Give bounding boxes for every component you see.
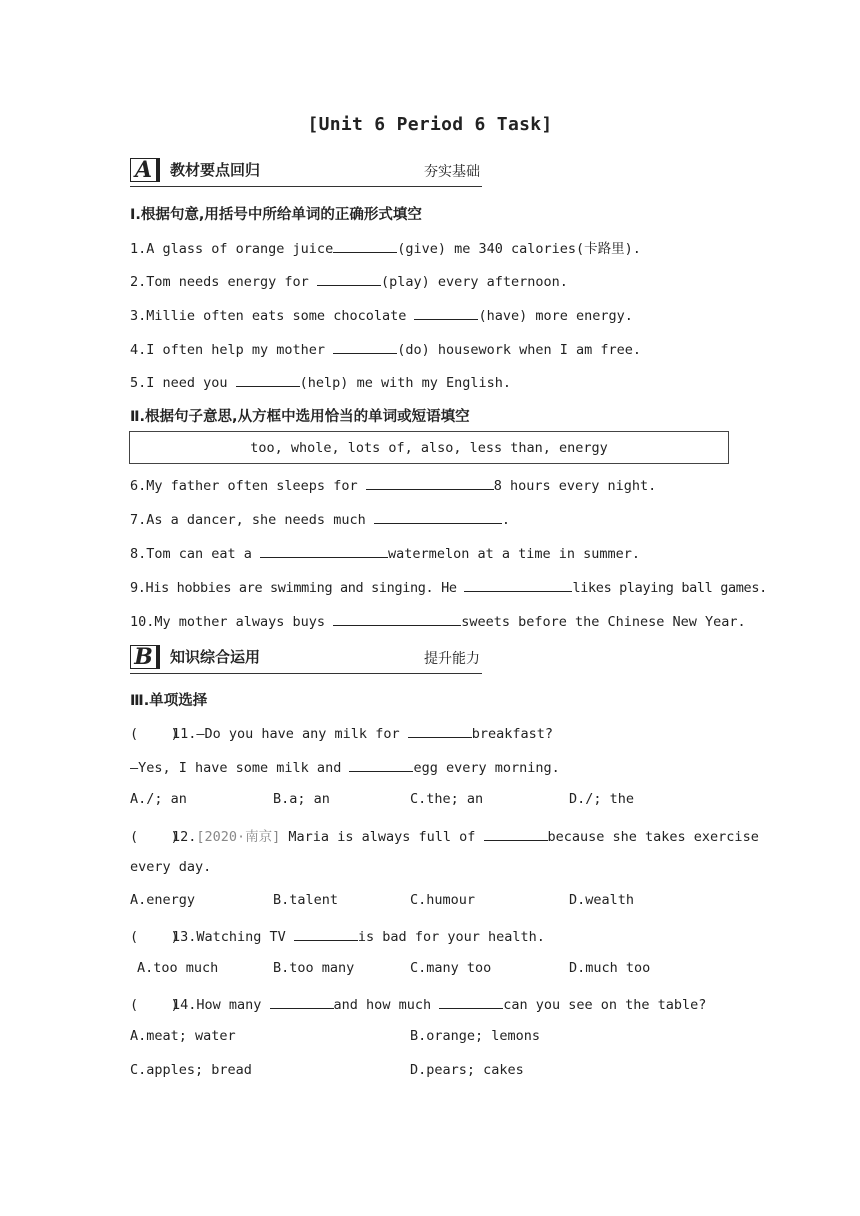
question-8	[130, 543, 640, 562]
answer-blank[interactable]	[333, 238, 397, 253]
part1-heading: Ⅰ.根据句意,用括号中所给单词的正确形式填空	[130, 207, 422, 223]
answer-paren[interactable]: ( )	[130, 829, 179, 845]
option-c[interactable]: C.apples; bread	[130, 1062, 252, 1078]
question-text: (do) housework when I am free.	[397, 342, 642, 358]
question-number: 12.	[172, 829, 197, 845]
question-3	[130, 305, 633, 324]
option-a[interactable]: A./; an	[130, 791, 187, 807]
option-a[interactable]: A.energy	[130, 892, 196, 908]
answer-blank[interactable]	[294, 926, 358, 941]
question-text: 6.My father often sleeps for	[130, 478, 366, 494]
question-text: 8 hours every night.	[493, 478, 657, 494]
question-text: 1.A glass of orange juice	[130, 241, 334, 257]
answer-blank[interactable]	[236, 372, 300, 387]
question-text: because she takes exercise	[547, 829, 759, 845]
question-11-line2	[130, 757, 560, 776]
question-13	[130, 926, 545, 945]
question-text: sweets before the Chinese New Year.	[461, 614, 746, 630]
question-text: breakfast?	[471, 726, 553, 742]
answer-blank[interactable]	[317, 271, 381, 286]
question-text: (play) every afternoon.	[380, 274, 568, 290]
question-14	[130, 994, 706, 1013]
part2-heading: Ⅱ.根据句子意思,从方框中选用恰当的单词或短语填空	[130, 409, 470, 425]
question-text: —Yes, I have some milk and	[130, 760, 350, 776]
question-text: (help) me with my English.	[299, 375, 511, 391]
question-12	[130, 825, 759, 845]
question-text: 4.I often help my mother	[130, 342, 334, 358]
question-9	[130, 577, 767, 596]
option-a[interactable]: A.too much	[137, 960, 219, 976]
option-c[interactable]: C.many too	[410, 960, 492, 976]
option-d[interactable]: D./; the	[569, 791, 635, 807]
option-a[interactable]: A.meat; water	[130, 1028, 236, 1044]
question-text: is bad for your health.	[357, 929, 545, 945]
option-d[interactable]: D.much too	[569, 960, 651, 976]
section-b-tag: 提升能力	[424, 651, 480, 667]
question-source: [2020·南京]	[196, 829, 281, 845]
question-text: 14.How many	[172, 997, 270, 1013]
answer-blank[interactable]	[366, 475, 494, 490]
section-a-name: 教材要点回归	[170, 161, 261, 179]
question-text: watermelon at a time in summer.	[388, 546, 641, 562]
answer-paren[interactable]: ( )	[130, 929, 179, 945]
option-c[interactable]: C.the; an	[410, 791, 484, 807]
question-text: and how much	[333, 997, 440, 1013]
answer-blank[interactable]	[374, 509, 502, 524]
answer-blank[interactable]	[414, 305, 478, 320]
answer-blank[interactable]	[408, 723, 472, 738]
word-box	[129, 431, 729, 464]
question-10	[130, 611, 746, 630]
answer-blank[interactable]	[333, 339, 397, 354]
question-text: (give) me 340 calories(卡路里).	[397, 241, 641, 257]
question-text: Maria is always full of	[280, 829, 484, 845]
question-text: 8.Tom can eat a	[130, 546, 261, 562]
answer-blank[interactable]	[333, 611, 461, 626]
answer-blank[interactable]	[270, 994, 334, 1009]
answer-blank[interactable]	[439, 994, 503, 1009]
question-text: can you see on the table?	[503, 997, 707, 1013]
question-text: 13.Watching TV	[172, 929, 294, 945]
question-text: 5.I need you	[130, 375, 236, 391]
section-b-header	[130, 643, 482, 674]
answer-blank[interactable]	[464, 577, 572, 592]
question-4	[130, 339, 641, 358]
question-6	[130, 475, 656, 494]
question-text: 2.Tom needs energy for	[130, 274, 317, 290]
question-12-line2: every day.	[130, 859, 212, 875]
part3-heading: Ⅲ.单项选择	[130, 693, 208, 709]
question-5	[130, 372, 511, 391]
question-text: likes playing ball games.	[572, 580, 767, 596]
question-text: 7.As a dancer, she needs much	[130, 512, 374, 528]
section-b-name: 知识综合运用	[170, 648, 261, 666]
word-box-text: too, whole, lots of, also, less than, energy	[250, 440, 608, 456]
answer-blank[interactable]	[349, 757, 413, 772]
question-text: egg every morning.	[413, 760, 560, 776]
question-1	[130, 237, 641, 257]
option-b[interactable]: B.too many	[273, 960, 355, 976]
section-a-badge: A	[130, 158, 160, 182]
answer-blank[interactable]	[484, 826, 548, 841]
option-b[interactable]: B.a; an	[273, 791, 330, 807]
question-7	[130, 509, 510, 528]
answer-blank[interactable]	[260, 543, 388, 558]
section-a-header	[130, 156, 482, 187]
answer-paren[interactable]: ( )	[130, 726, 179, 742]
question-text: 3.Millie often eats some chocolate	[130, 308, 415, 324]
option-d[interactable]: D.wealth	[569, 892, 635, 908]
page-title: [Unit 6 Period 6 Task]	[307, 114, 553, 135]
question-text: 9.His hobbies are swimming and singing. He	[130, 580, 465, 596]
option-d[interactable]: D.pears; cakes	[410, 1062, 524, 1078]
option-c[interactable]: C.humour	[410, 892, 476, 908]
answer-paren[interactable]: ( )	[130, 997, 179, 1013]
question-text: 10.My mother always buys	[130, 614, 334, 630]
section-b-badge: B	[130, 645, 160, 669]
question-text: .	[501, 512, 510, 528]
option-b[interactable]: B.talent	[273, 892, 339, 908]
section-a-tag: 夯实基础	[424, 164, 480, 180]
question-2	[130, 271, 568, 290]
option-b[interactable]: B.orange; lemons	[410, 1028, 541, 1044]
question-text: (have) more energy.	[478, 308, 633, 324]
question-11	[130, 723, 553, 742]
question-text: 11.—Do you have any milk for	[172, 726, 408, 742]
